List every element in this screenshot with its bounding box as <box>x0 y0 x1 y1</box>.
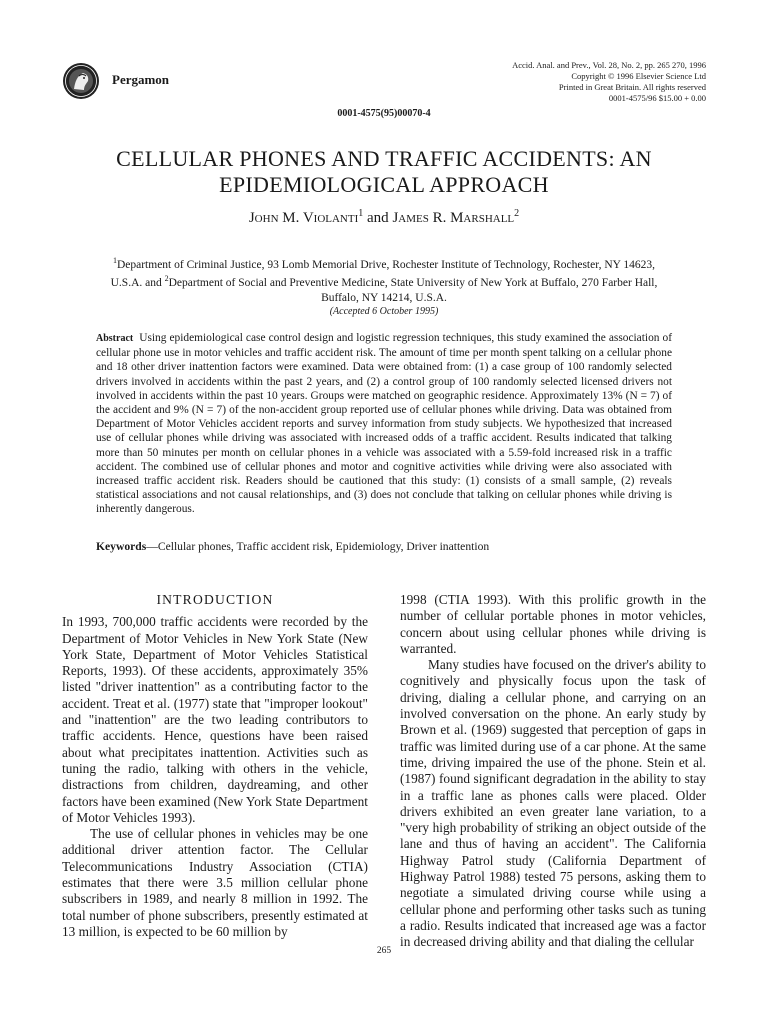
keywords <box>96 540 672 553</box>
publisher-name: Pergamon <box>112 72 170 87</box>
body-paragraph: In 1993, 700,000 traffic accidents were recorded by the Department of Motor Vehicles in New York State (New York State, Department of Motor Vehicles Statistical Reports, 1993). Of these accidents, approximately 35% listed "driver inattention" as a contributing factor to the accident. Treat et al. (1977) state that "improper lookout" and "inattention" are the two leading contributors to traffic accidents. Hence, questions have been raised about what precipitates inattention. Activities such as tuning the radio, talking with others in the vehicle, distractions from children, daydreaming, and other factors have been examined (New York State Department of Motor Vehicles 1993). <box>62 614 368 825</box>
affiliations <box>100 254 668 305</box>
author-2-affil-mark: 2 <box>514 208 520 219</box>
author-list <box>0 208 768 227</box>
author-2-name: James R. Marshall <box>392 210 515 226</box>
pergamon-seal-icon <box>62 62 100 100</box>
citation-line: Accid. Anal. and Prev., Vol. 28, No. 2, pp. 265 270, 1996 <box>512 60 706 70</box>
printed-line: Printed in Great Britain. All rights reserved <box>558 82 706 92</box>
left-column <box>62 592 368 940</box>
author-1-affil-mark: 1 <box>358 208 364 219</box>
keywords-label: Keywords <box>96 540 147 553</box>
copyright-line: Copyright © 1996 Elsevier Science Ltd <box>571 71 706 81</box>
affil-text-2: Department of Social and Preventive Medicine, State University of New York at Buffalo, 270 Farber Hall, Buffalo, NY 14214, U.S.A. <box>168 277 658 304</box>
body-paragraph: 1998 (CTIA 1993). With this prolific growth in the number of cellular portable phones in motor vehicles, concern about using cellular phones while driving is warranted. <box>400 592 706 656</box>
author-join: and <box>367 210 389 226</box>
affil-mark-1: 1 <box>112 256 117 265</box>
affil-text-1: Department of Criminal Justice, 93 Lomb Memorial Drive, Rochester Institute of Technology, Rochester, NY 14623, U.S.A. and <box>110 258 656 290</box>
abstract-label: Abstract <box>96 333 134 344</box>
title-line-1: CELLULAR PHONES AND TRAFFIC ACCIDENTS: AN <box>116 146 652 171</box>
body-paragraph: Many studies have focused on the driver's ability to cognitively and physically focus upon the task of driving, dialing a cellular phone, and carrying on an involved conversation on the phone. An early study by Brown et al. (1969) suggested that perception of gaps in traffic was limited during use of a car phone. At the same time, driving impaired the use of the phone. Stein et al. (1987) found significant degradation in the ability to stay in a traffic lane as phones calls were placed. Older drivers exhibited an even greater lane variation, to a "very high probability of striking an object outside of the lane and thus of having an accident". The California Highway Patrol study (California Department of Highway Patrol 1988) tested 75 persons, asking them to negotiate a simulated driving course while using a cellular phone and performing other tasks such as tuning a radio. Results indicated that increased age was a factor in decreased driving ability and that dialing the cellular <box>400 657 706 950</box>
accepted-date: (Accepted 6 October 1995) <box>329 306 439 317</box>
pii-code: 0001-4575(95)00070-4 <box>337 108 431 119</box>
abstract-text: Using epidemiological case control design and logistic regression techniques, this study examined the association of cellular phone use in motor vehicles and traffic accident risk. The amount of time per month spent talking on a cellular phone and 18 other driver inattention factors were examined. Data were obtained from: (1) a case group of 100 randomly selected drivers involved in accidents within the past 2 years, and (2) a control group of 100 randomly selected licensed drivers not involved in accidents within the past 10 years. Groups were matched on geographic residence. Approximately 13% (N = 7) of the accident and 9% (N = 7) of the non-accident group reported use of cellular phones while driving. Data was obtained from Department of Motor Vehicles accident reports and survey information from study subjects. We hypothesized that increased use of cellular phones while driving was associated with increased odds of a traffic accident. Results indicated that talking more than 50 minutes per month on cellular phones in a vehicle was associated with a 5.59-fold increased risk in a traffic accident. The combined use of cellular phones and motor and cognitive activities while driving were also associated with increased traffic accident risk. Readers should be cautioned that this study: (1) consists of a small sample, (2) reveals statistical associations and not causal relationships, and (3) does not conclude that talking on cellular phones while driving is inherently dangerous. <box>96 332 672 516</box>
article-title <box>0 146 768 198</box>
author-1-name: John M. Violanti <box>248 210 359 226</box>
title-line-2: EPIDEMIOLOGICAL APPROACH <box>219 172 549 197</box>
journal-citation <box>406 60 706 104</box>
right-column <box>400 592 706 951</box>
affil-mark-2: 2 <box>164 274 169 284</box>
keywords-text: —Cellular phones, Traffic accident risk, Epidemiology, Driver inattention <box>146 540 490 553</box>
abstract <box>96 331 672 517</box>
body-paragraph: The use of cellular phones in vehicles may be one additional driver attention factor. The Cellular Telecommunications Industry Association (CTIA) estimates that there were 3.5 million cellular phone subscribers in 1989, and nearly 8 million in 1992. The total number of phone subscribers, presently estimated at 13 million, is expected to be 60 million by <box>62 826 368 939</box>
section-heading-introduction: INTRODUCTION <box>156 592 274 607</box>
price-line: 0001-4575/96 $15.00 + 0.00 <box>608 93 706 103</box>
page-number: 265 <box>376 946 392 956</box>
